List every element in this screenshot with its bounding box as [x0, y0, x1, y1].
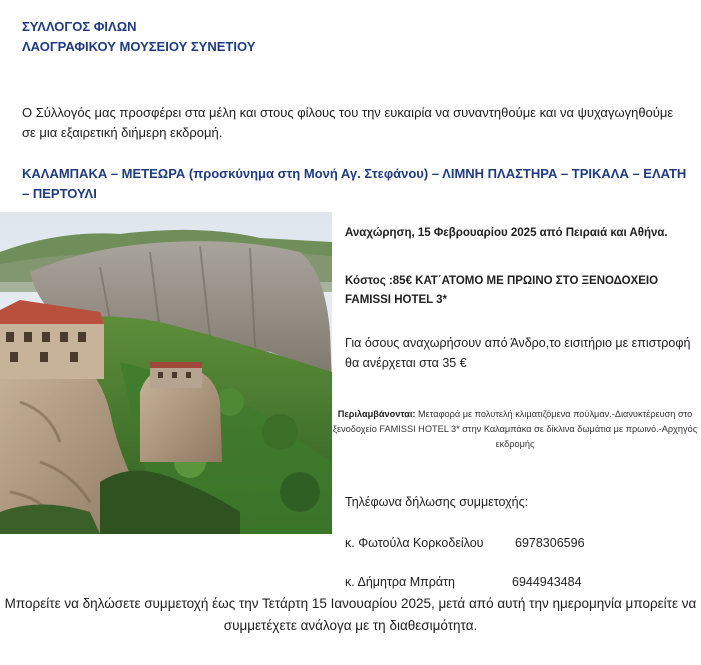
- contact-name: κ. Φωτούλα Κορκοδείλου: [345, 536, 484, 550]
- meteora-landscape-illustration: [0, 212, 332, 534]
- registration-deadline-note: Μπορείτε να δηλώσετε συμμετοχή έως την Τετάρτη 15 Ιανουαρίου 2025, μετά από αυτή την ημερομηνία μπορείτε να συμμετέχετε ανάλογα με τη διαθεσιμότητα.: [4, 596, 697, 633]
- contact-phone: 6944943484: [512, 575, 582, 589]
- organization-name: [22, 17, 255, 57]
- included-text: Μεταφορά με πολυτελή κλιματιζόμενα πούλμαν.-Διανυκτέρευση στο ξενοδοχείο FAMISSI HOTEL 3* στην Καλαμπάκα σε δίκλινα δωμάτια με πρωινό.-Αρχηγός εκδρομής: [332, 409, 698, 449]
- organization-line-2: ΛΑΟΓΡΑΦΙΚΟΥ ΜΟΥΣΕΙΟΥ ΣΥΝΕΤΙΟΥ: [22, 39, 256, 54]
- phones-heading: Τηλέφωνα δήλωσης συμμετοχής:: [345, 495, 529, 509]
- trip-route: ΚΑΛΑΜΠΑΚΑ – ΜΕΤΕΩΡΑ (προσκύνημα στη Μονή Αγ. Στεφάνου) – ΛΙΜΝΗ ΠΛΑΣΤΗΡΑ – ΤΡΙΚΑΛΑ – ΕΛΑΤΗ – ΠΕΡΤΟΥΛΙ: [22, 166, 687, 201]
- included-label: Περιλαμβάνονται:: [337, 409, 416, 419]
- intro-paragraph: Ο Σύλλογός μας προσφέρει στα μέλη και στους φίλους του την ευκαιρία να συναντηθούμε και να ψυχαγωγηθούμε σε μια εξαιρετική διήμερη εκδρομή.: [22, 105, 674, 140]
- cost-info: Κόστος :85€ ΚΑΤ΄ΑΤΟΜΟ ΜΕ ΠΡΩΙΝΟ ΣΤΟ ΞΕΝΟΔΟΧΕΙΟ FAMISSI HOTEL 3*: [345, 275, 659, 306]
- meteora-photo: [0, 212, 332, 534]
- organization-line-1: ΣΥΛΛΟΓΟΣ ΦΙΛΩΝ: [22, 19, 137, 34]
- andros-ticket-note: Για όσους αναχωρήσουν από Άνδρο,το εισιτήριο με επιστροφή θα ανέρχεται στα 35 €: [345, 336, 691, 370]
- contact-name: κ. Δήμητρα Μπράτη: [345, 575, 455, 589]
- departure-info: Αναχώρηση, 15 Φεβρουαρίου 2025 από Πειραιά και Αθήνα.: [345, 227, 668, 239]
- contact-phone: 6978306596: [515, 536, 585, 550]
- included-services: [330, 407, 700, 452]
